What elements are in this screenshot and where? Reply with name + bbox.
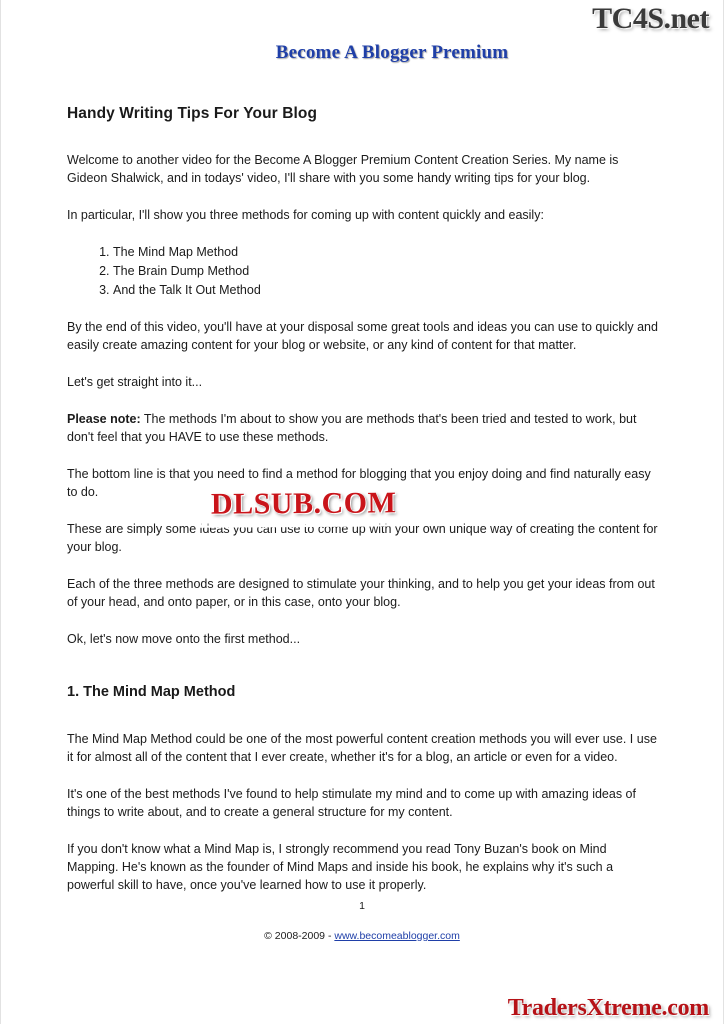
paragraph-mindmap-2: It's one of the best methods I've found to help stimulate my mind and to come up with amazing ideas of things to write about, and to create a general structure for my content.	[67, 787, 636, 819]
footer-website-link[interactable]: www.becomeablogger.com	[334, 930, 460, 942]
section-title-mind-map: 1. The Mind Map Method	[67, 684, 236, 700]
paragraph-mindmap-3: If you don't know what a Mind Map is, I strongly recommend you read Tony Buzan's book on Mind Mapping. He's known as the founder of Mind Maps and inside his book, he explains why it's such a powerful skill to have, once you've learned how to use it properly.	[67, 842, 614, 892]
paragraph-ideas: These are simply some ideas you can use to come up with your own unique way of creating the content for your blog.	[67, 522, 658, 554]
note-label: Please note:	[67, 412, 141, 426]
list-item: 1. The Mind Map Method	[113, 243, 659, 261]
page-title: Handy Writing Tips For Your Blog	[67, 105, 318, 122]
paragraph-please-note	[67, 410, 659, 446]
watermark-top: TC4S.net	[592, 2, 709, 35]
paragraph-mindmap-1: The Mind Map Method could be one of the most powerful content creation methods you will ever use. I use it for almost all of the content that I ever create, whether it's for a blog, an article or even for a video.	[67, 732, 657, 764]
method-list	[67, 243, 659, 299]
paragraph-lead-in: In particular, I'll show you three methods for coming up with content quickly and easily:	[67, 208, 544, 222]
paragraph-stimulate: Each of the three methods are designed to stimulate your thinking, and to help you get your ideas from out of your head, and onto paper, or in this case, onto your blog.	[67, 577, 655, 609]
paragraph-bottom-line: The bottom line is that you need to find a method for blogging that you enjoy doing and find naturally easy to do.	[67, 467, 651, 499]
document-header	[1, 42, 723, 64]
paragraph-intro: Welcome to another video for the Become A Blogger Premium Content Creation Series. My name is Gideon Shalwick, and in todays' video, I'll share with you some handy writing tips for your blog.	[67, 153, 619, 185]
watermark-center: DLSUB.COM	[199, 482, 409, 527]
paragraph-move-on: Ok, let's now move onto the first method...	[67, 632, 301, 646]
footer-credit	[1, 930, 723, 942]
note-text: The methods I'm about to show you are methods that's been tried and tested to work, but don't feel that you HAVE to use these methods.	[67, 412, 637, 444]
header-title: Become A Blogger Premium	[275, 42, 509, 63]
page-number: 1	[359, 900, 365, 912]
watermark-bottom: TradersXtreme.com	[507, 995, 709, 1021]
list-item: 3. And the Talk It Out Method	[113, 281, 659, 299]
list-item: 2. The Brain Dump Method	[113, 262, 659, 280]
copyright-text: © 2008-2009 -	[264, 930, 335, 942]
paragraph-tools: By the end of this video, you'll have at your disposal some great tools and ideas you can use to quickly and easily create amazing content for your blog or website, or any kind of content for that matter.	[67, 320, 658, 352]
paragraph-straight-into-it: Let's get straight into it...	[67, 375, 203, 389]
